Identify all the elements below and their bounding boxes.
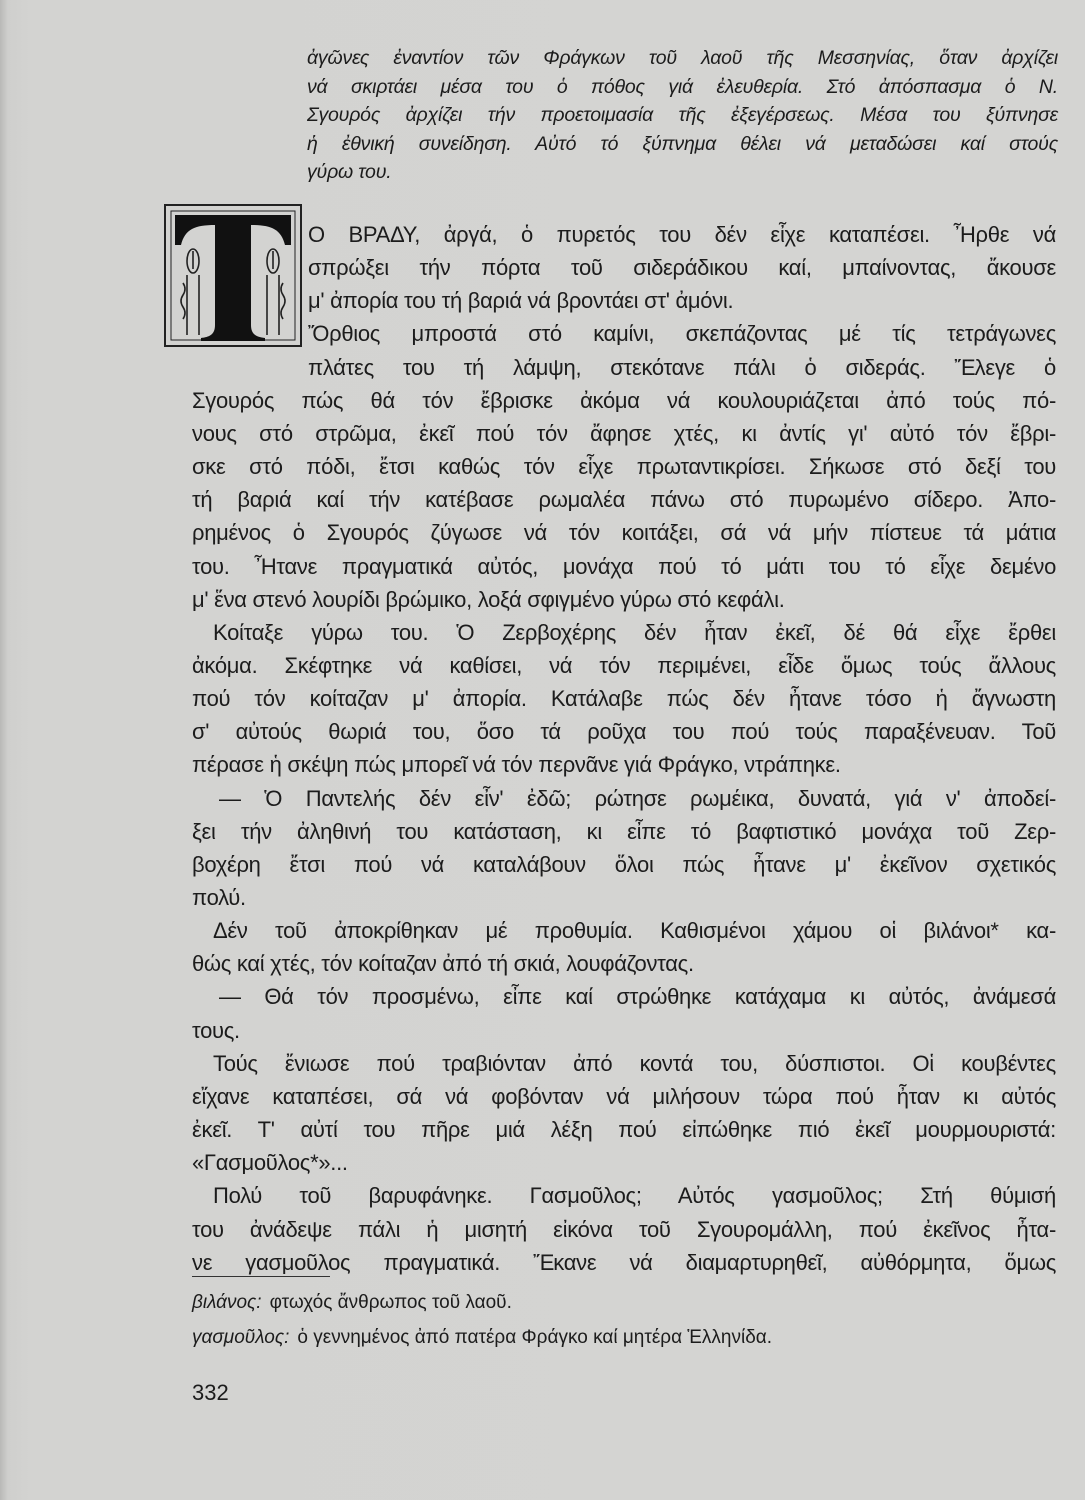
footnote-definition: ὁ γεννημένος ἀπό πατέρα Φράγκο καί μητέρα Ἑλληνίδα. [297, 1327, 773, 1348]
footnote-definition: φτωχός ἄνθρωπος τοῦ λαοῦ. [269, 1292, 512, 1313]
text-line: νους στό στρῶμα, ἐκεῖ πού τόν ἄφησε χτές, κι ἀντίς γι' αὐτό τόν ἔβρι- [192, 420, 1056, 446]
intro-line: νά σκιρτάει μέσα του ὁ πόθος γιά ἐλευθερία. Στό ἀπόσπασμα ὁ Ν. [307, 75, 1058, 98]
text-line: Δέν τοῦ ἀποκρίθηκαν μέ προθυμία. Καθισμένοι χάμου οἱ βιλάνοι* κα- [213, 918, 1056, 944]
text-line: μ' ἀπορία του τή βαριά νά βροντάει στ' ἀμόνι. [308, 288, 734, 314]
page-number: 332 [192, 1380, 229, 1405]
text-line: πέρασε ἡ σκέψη πώς μπορεῖ νά τόν περνᾶνε γιά Φράγκο, ντράπηκε. [192, 752, 841, 778]
text-line: τους. [192, 1017, 240, 1043]
text-line: Σγουρός πώς θά τόν ἔβρισκε ἀκόμα νά κουλουριάζεται ἀπό τούς πό- [192, 387, 1056, 413]
intro-line: ἡ ἐθνική συνείδηση. Αὐτό τό ξύπνημα θέλει νά μεταδώσει καί στούς [307, 132, 1058, 155]
text-line: «Γασμοῦλος*»... [192, 1150, 348, 1176]
text-line: Πολύ τοῦ βαρυφάνηκε. Γασμοῦλος; Αὐτός γασμοῦλος; Στή θύμισή [213, 1183, 1056, 1209]
intro-line: ἀγῶνες ἐναντίον τῶν Φράγκων τοῦ λαοῦ τῆς Μεσσηνίας, ὅταν ἀρχίζει [307, 47, 1058, 69]
text-line: ἐκεῖ. Τ' αὐτί του πῆρε μιά λέξη πού εἰπώθηκε πιό ἐκεῖ μουρμουριστά: [192, 1117, 1056, 1143]
footnote-divider [192, 1276, 330, 1277]
drop-cap-letter: Τ [163, 203, 164, 204]
drop-cap-illustration [163, 203, 303, 348]
text-line: Κοίταξε γύρω του. Ὁ Ζερβοχέρης δέν ἦταν ἐκεῖ, δέ θά εἶχε ἔρθει [213, 619, 1056, 645]
text-line: Ὄρθιος μπροστά στό καμίνι, σκεπάζοντας μέ τίς τετράγωνες [308, 321, 1056, 347]
text-line: του. Ἦτανε πραγματικά αὐτός, μονάχα πού τό μάτι του τό εἶχε δεμένο [192, 553, 1056, 579]
text-line: — Θά τόν προσμένω, εἶπε καί στρώθηκε κατάχαμα κι αὐτός, ἀνάμεσά [219, 984, 1056, 1010]
text-line: — Ὁ Παντελής δέν εἶν' ἐδῶ; ρώτησε ρωμέικα, δυνατά, γιά ν' ἀποδεί- [219, 785, 1056, 811]
footnote-term: γασμοῦλος: [192, 1327, 290, 1348]
text-line: πλάτες του τή λάμψη, στεκότανε πάλι ὁ σιδεράς. Ἔλεγε ὁ [308, 354, 1056, 380]
text-line: θώς καί χτές, τόν κοίταζαν ἀπό τή σκιά, λουφάζοντας. [192, 951, 694, 977]
text-line: τή βαριά καί τήν κατέβασε ρωμαλέα πάνω στό πυρωμένο σίδερο. Ἀπο- [192, 487, 1056, 513]
text-line: σ' αὐτούς θωριά του, ὅσο τά ροῦχα του πού τούς παραξένευαν. Τοῦ [192, 719, 1056, 745]
intro-line: Σγουρός ἀρχίζει τήν προετοιμασία τῆς ἐξεγέρσεως. Μέσα του ξύπνησε [307, 104, 1058, 127]
text-line: σκε στό πόδι, ἔτσι καθώς τόν εἶχε πρωταντικρίσει. Σήκωσε στό δεξί του [192, 454, 1056, 480]
text-line: πού τόν κοίταζαν μ' ἀπορία. Κατάλαβε πώς δέν ἦτανε τόσο ἡ ἄγνωστη [192, 686, 1056, 712]
text-line: μ' ἕνα στενό λουρίδι βρώμικο, λοξά σφιγμένο γύρω στό κεφάλι. [192, 586, 785, 612]
intro-line: γύρω του. [307, 161, 392, 184]
footnote-term: βιλάνος: [192, 1292, 262, 1313]
text-line: Τούς ἔνιωσε πού τραβιόνταν ἀπό κοντά του, δύσπιστοι. Οἱ κουβέντες [213, 1050, 1056, 1076]
text-line: νε γασμοῦλος πραγματικά. Ἔκανε νά διαμαρτυρηθεῖ, αὐθόρμητα, ὅμως [192, 1249, 1056, 1275]
text-line: ἀκόμα. Σκέφτηκε νά καθίσει, νά τόν περιμένει, εἶδε ὅμως τούς ἄλλους [192, 652, 1056, 678]
footnote [192, 1292, 512, 1314]
footnote [192, 1327, 772, 1349]
text-line: του ἀνάδεψε πάλι ἡ μισητή εἰκόνα τοῦ Σγουρομάλλη, πού ἐκεῖνος ἦτα- [192, 1216, 1056, 1242]
text-line: βοχέρη ἔτσι πού νά καταλάβουν ὅλοι πώς ἦτανε μ' ἐκεῖνον σχετικός [192, 851, 1056, 877]
drop-cap-candles-icon [163, 203, 303, 348]
text-line: Ο ΒΡΑΔΥ, ἀργά, ὁ πυρετός του δέν εἶχε καταπέσει. Ἦρθε νά [308, 222, 1056, 247]
text-line: πολύ. [192, 885, 246, 910]
text-line: εἴχανε καταπέσει, σά νά φοβόνταν νά μιλήσουν τώρα πού ἦταν κι αὐτός [192, 1083, 1056, 1109]
text-line: ξει τήν ἀληθινή του κατάσταση, κι εἶπε τό βαφτιστικό μονάχα τοῦ Ζερ- [192, 818, 1056, 844]
text-line: σπρώξει τήν πόρτα τοῦ σιδεράδικου καί, μπαίνοντας, ἄκουσε [308, 255, 1056, 281]
text-line: ρημένος ὁ Σγουρός ζύγωσε νά τόν κοιτάξει, σά νά μήν πίστευε τά μάτια [192, 520, 1056, 546]
